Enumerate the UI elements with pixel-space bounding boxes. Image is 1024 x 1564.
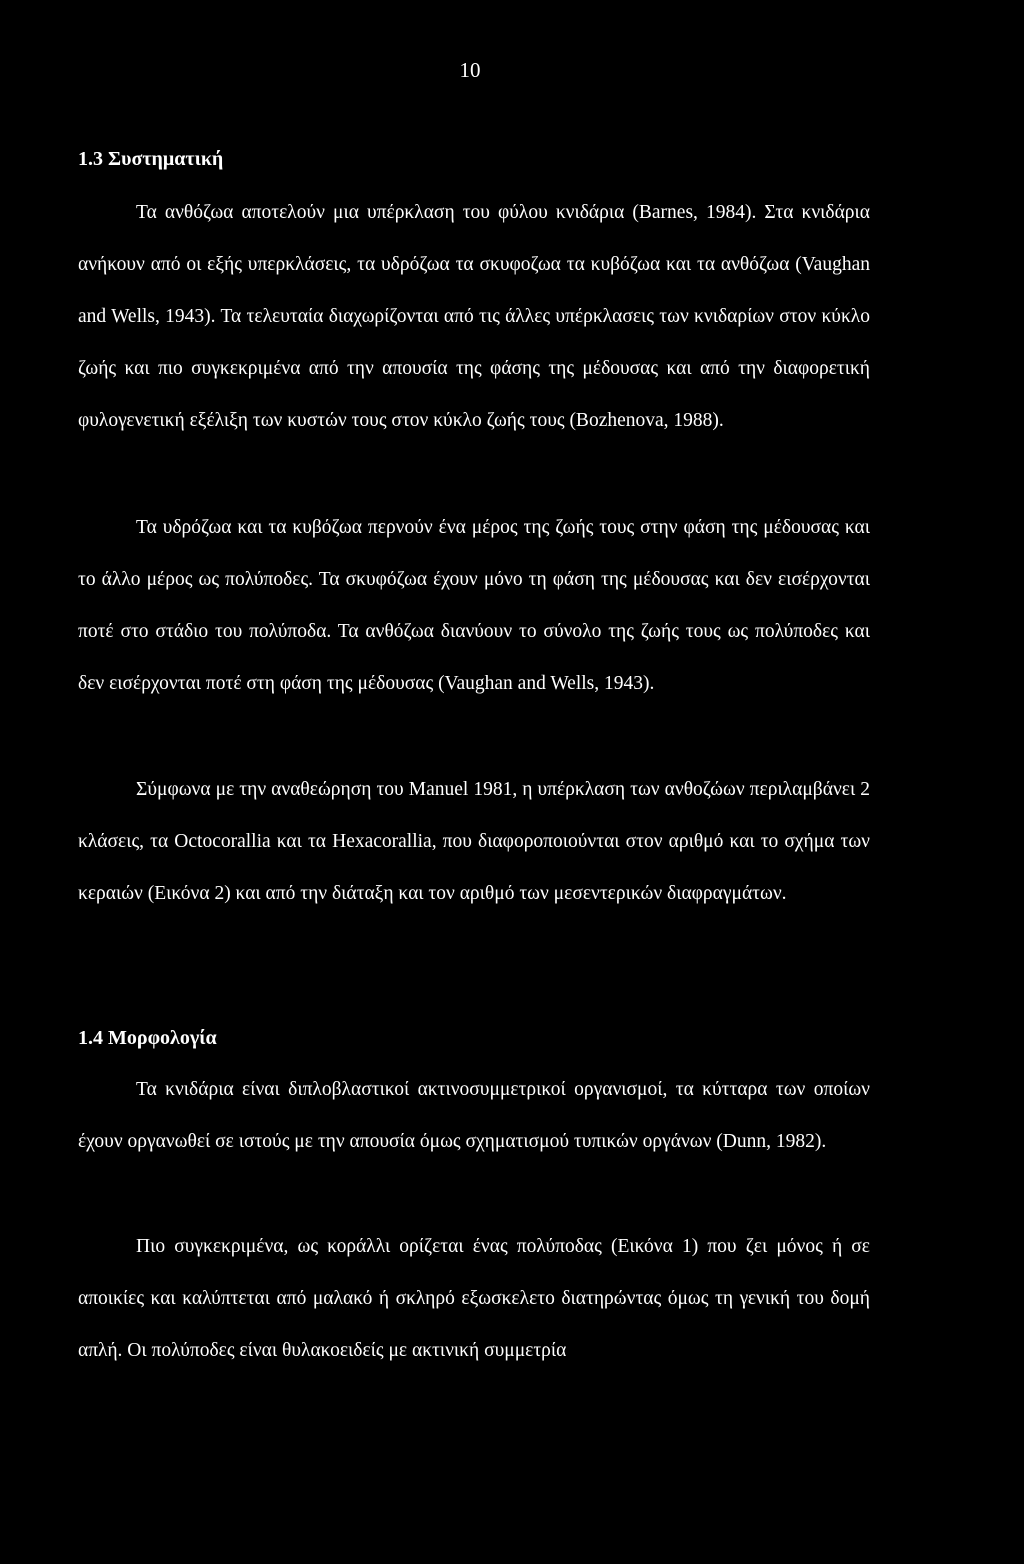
page-number: 10: [459, 58, 481, 82]
paragraph-systematics-3: Σύμφωνα με την αναθεώρηση του Manuel 1981, η υπέρκλαση των ανθοζώων περιλαμβάνει 2 κλάσεις, τα Octocorallia και τα Hexacorallia, που διαφοροποιούνται στον αριθμό και το σχήμα των κεραιών (Εικόνα 2) και από την διάταξη και τον αριθμό των μεσεντερικών διαφραγμάτων.: [78, 779, 870, 904]
paragraph-systematics-1: Τα ανθόζωα αποτελούν μια υπέρκλαση του φύλου κνιδάρια (Barnes, 1984). Στα κνιδάρια ανήκουν από οι εξής υπερκλάσεις, τα υδρόζωα τα σκυφοζωα τα κυβόζωα και τα ανθόζωα (Vaughan and Wells, 1943). Τα τελευταία διαχωρίζονται από τις άλλες υπέρκλασεις των κνιδαρίων στον κύκλο ζωής και πιο συγκεκριμένα από την απουσία της φάσης της μέδουσας και από την διαφορετική φυλογενετική εξέλιξη των κυστών τους στον κύκλο ζωής τους (Bozhenova, 1988).: [78, 202, 870, 431]
section-heading-systematics: 1.3 Συστηματική: [78, 148, 224, 170]
paragraph-morphology-1: Τα κνιδάρια είναι διπλοβλαστικοί ακτινοσυμμετρικοί οργανισμοί, τα κύτταρα των οποίων έχουν οργανωθεί σε ιστούς με την απουσία όμως σχηματισμού τυπικών οργάνων (Dunn, 1982).: [78, 1079, 870, 1152]
paragraph-systematics-2: Τα υδρόζωα και τα κυβόζωα περνούν ένα μέρος της ζωής τους στην φάση της μέδουσας και το άλλο μέρος ως πολύποδες. Τα σκυφόζωα έχουν μόνο τη φάση της μέδουσας και δεν εισέρχονται ποτέ στο στάδιο του πολύποδα. Τα ανθόζωα διανύουν το σύνολο της ζωής τους ως πολύποδες και δεν εισέρχονται ποτέ στη φάση της μέδουσας (Vaughan and Wells, 1943).: [78, 517, 870, 694]
paragraph-morphology-2: Πιο συγκεκριμένα, ως κοράλλι ορίζεται ένας πολύποδας (Εικόνα 1) που ζει μόνος ή σε αποικίες και καλύπτεται από μαλακό ή σκληρό εξωσκελετο διατηρώντας όμως τη γενική του δομή απλή. Οι πολύποδες είναι θυλακοειδείς με ακτινική συμμετρία: [78, 1236, 870, 1361]
section-heading-morphology: 1.4 Μορφολογία: [78, 1027, 217, 1049]
